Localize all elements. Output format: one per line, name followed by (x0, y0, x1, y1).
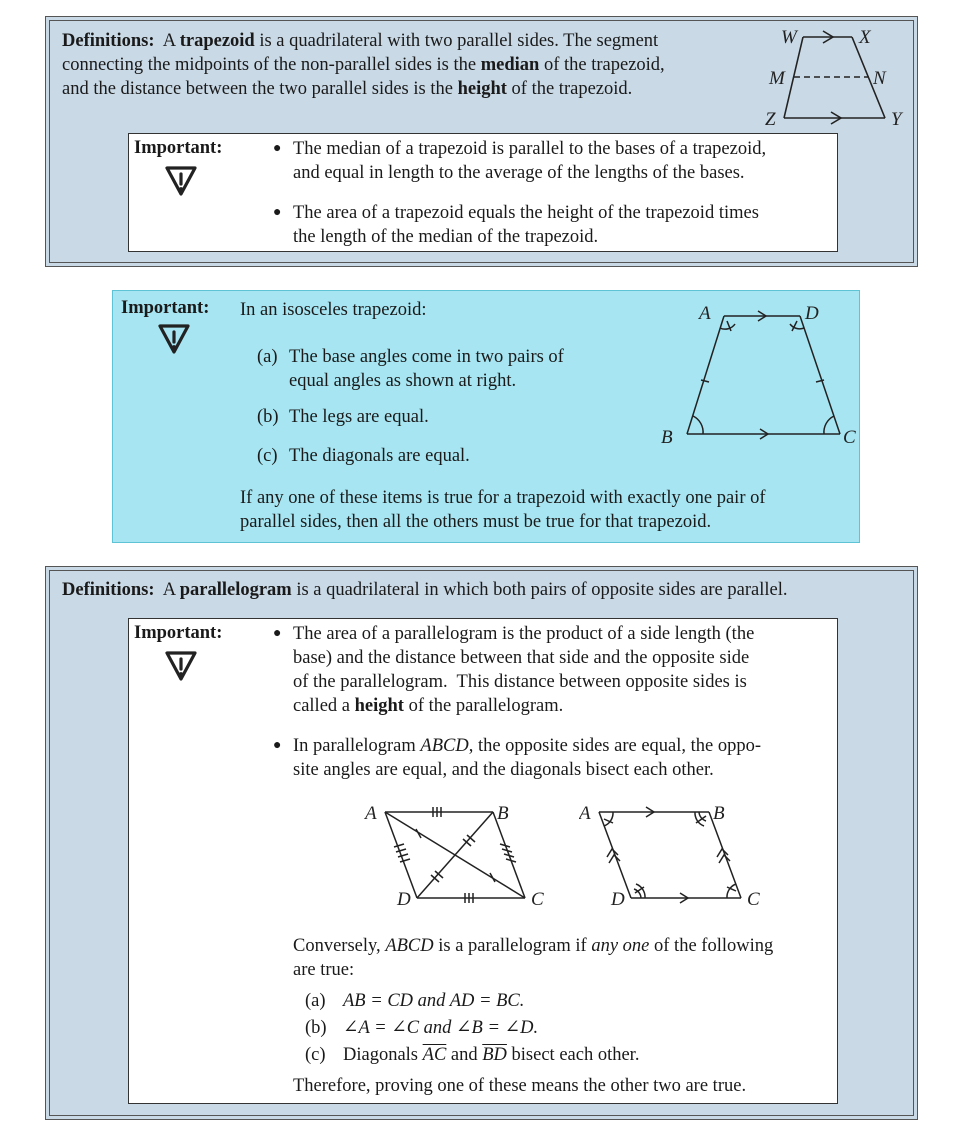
warning-icon (163, 648, 199, 684)
isosceles-item-b (257, 405, 279, 429)
label-c: C (531, 889, 544, 907)
definitions-label: Definitions: (62, 31, 155, 51)
bullet-dot: ● (273, 205, 282, 220)
text: bisect each other. (506, 1045, 640, 1065)
trapezoid-bullet-2 (273, 201, 759, 249)
parallelogram-definition-panel (45, 566, 918, 1120)
trapezoid-bullet-1 (273, 137, 767, 185)
isosceles-item-c (257, 444, 278, 468)
isosceles-item-a-text (289, 345, 564, 393)
label-n: N (873, 68, 886, 89)
definitions-label: Definitions: (62, 580, 155, 600)
trapezoid-definition-line-3 (62, 77, 632, 101)
text: of the trapezoid, (539, 55, 665, 75)
bullet-dot: ● (273, 141, 282, 156)
text: of the following (649, 936, 774, 956)
warning-icon (156, 321, 192, 357)
text: The base angles come in two pairs of (289, 347, 564, 367)
term-trapezoid: trapezoid (179, 31, 255, 51)
label-z: Z (765, 109, 776, 130)
text: The area of a parallelogram is the product of a side length (the (293, 624, 755, 644)
segment-bd: $\overline{BD}$ (482, 1045, 507, 1065)
text: is a quadrilateral in which both pairs of opposite sides are parallel. (291, 580, 788, 600)
text: site angles are equal, and the diagonals bisect each other. (293, 760, 714, 780)
trapezoid-definition-line-2 (62, 53, 665, 77)
var-abcd: ABCD (420, 736, 469, 756)
label-d: D (397, 889, 411, 907)
important-label: Important: (134, 623, 223, 643)
converse-intro (293, 934, 773, 982)
label-a: A (365, 803, 377, 824)
text: Diagonals (343, 1045, 423, 1065)
var-abcd: ABCD (385, 936, 434, 956)
text: and the distance between the two parallel sides is the (62, 79, 458, 99)
text (293, 694, 754, 718)
converse-item-a (305, 989, 524, 1013)
isosceles-item-b-text: The legs are equal. (289, 407, 429, 427)
label-a: A (579, 803, 591, 824)
converse-item-c (305, 1043, 639, 1067)
item-marker: (a) (257, 347, 278, 367)
text (293, 934, 773, 958)
isosceles-item-a (257, 345, 278, 369)
trapezoid-definition-panel (45, 16, 918, 267)
label-b: B (497, 803, 509, 824)
item-marker: (a) (305, 991, 326, 1011)
item-marker: (c) (257, 446, 278, 466)
label-m: M (769, 68, 785, 89)
label-b: B (713, 803, 725, 824)
text: and (446, 1045, 483, 1065)
item-marker: (b) (305, 1018, 327, 1038)
term-parallelogram: parallelogram (179, 580, 292, 600)
text: In parallelogram (293, 736, 421, 756)
trapezoid-definition-line-1 (62, 29, 658, 53)
term-median: median (480, 55, 540, 75)
text: A (162, 580, 180, 600)
text: called a (293, 696, 355, 716)
text: equal angles as shown at right. (289, 371, 517, 391)
trapezoid-wxyz-diagram (761, 21, 921, 131)
isosceles-trapezoid-diagram (649, 297, 859, 447)
emphasis: any one (591, 936, 650, 956)
parallelogram-definition-line (62, 578, 787, 602)
item-marker: (b) (257, 407, 279, 427)
text: Conversely, (293, 936, 386, 956)
label-x: X (859, 27, 871, 48)
text: ∠A = ∠C and ∠B = ∠D. (343, 1018, 539, 1038)
text: , the opposite sides are equal, the oppo- (468, 736, 762, 756)
text: are true: (293, 960, 355, 980)
text: base) and the distance between that side and the opposite side (293, 648, 750, 668)
isosceles-trapezoid-panel (112, 290, 860, 543)
term-height: height (457, 79, 507, 99)
label-a: A (699, 303, 711, 324)
text: the length of the median of the trapezoid. (293, 227, 599, 247)
text: If any one of these items is true for a trapezoid with exactly one pair of (240, 488, 766, 508)
text: is a quadrilateral with two parallel sides. The segment (254, 31, 659, 51)
parallelogram-bullet-2 (273, 734, 762, 782)
text: connecting the midpoints of the non-parallel sides is the (62, 55, 481, 75)
bullet-dot: ● (273, 626, 282, 641)
text: of the parallelogram. This distance between opposite sides is (293, 672, 747, 692)
warning-icon (163, 163, 199, 199)
text: The median of a trapezoid is parallel to the bases of a trapezoid, (293, 139, 767, 159)
label-d: D (805, 303, 819, 324)
label-c: C (747, 889, 760, 907)
term-height: height (354, 696, 404, 716)
parallelogram-bullet-1 (273, 622, 755, 718)
text: and equal in length to the average of the lengths of the bases. (293, 163, 745, 183)
segment-ac: $\overline{AC}$ (422, 1045, 447, 1065)
label-d: D (611, 889, 625, 907)
isosceles-intro: In an isosceles trapezoid: (240, 300, 427, 320)
text: is a parallelogram if (433, 936, 592, 956)
label-b: B (661, 427, 673, 447)
text: AB = CD and AD = BC. (343, 991, 525, 1011)
bullet-dot: ● (273, 738, 282, 753)
isosceles-conclusion (240, 486, 766, 534)
text (293, 734, 761, 758)
text: of the trapezoid. (506, 79, 633, 99)
text: of the parallelogram. (403, 696, 564, 716)
converse-therefore: Therefore, proving one of these means the other two are true. (293, 1076, 747, 1096)
parallelogram-angles-diagram (579, 797, 779, 907)
label-y: Y (891, 109, 902, 130)
item-marker: (c) (305, 1045, 326, 1065)
important-label: Important: (134, 138, 223, 158)
converse-item-b (305, 1016, 538, 1040)
parallelogram-important-box (128, 618, 838, 1104)
text: A (162, 31, 180, 51)
label-w: W (781, 27, 797, 48)
trapezoid-important-box (128, 133, 838, 252)
label-c: C (843, 427, 856, 447)
parallelogram-diagonals-diagram (359, 797, 559, 907)
isosceles-item-c-text: The diagonals are equal. (289, 446, 470, 466)
text: parallel sides, then all the others must be true for that trapezoid. (240, 512, 712, 532)
important-label: Important: (121, 298, 210, 318)
text: The area of a trapezoid equals the height of the trapezoid times (293, 203, 759, 223)
